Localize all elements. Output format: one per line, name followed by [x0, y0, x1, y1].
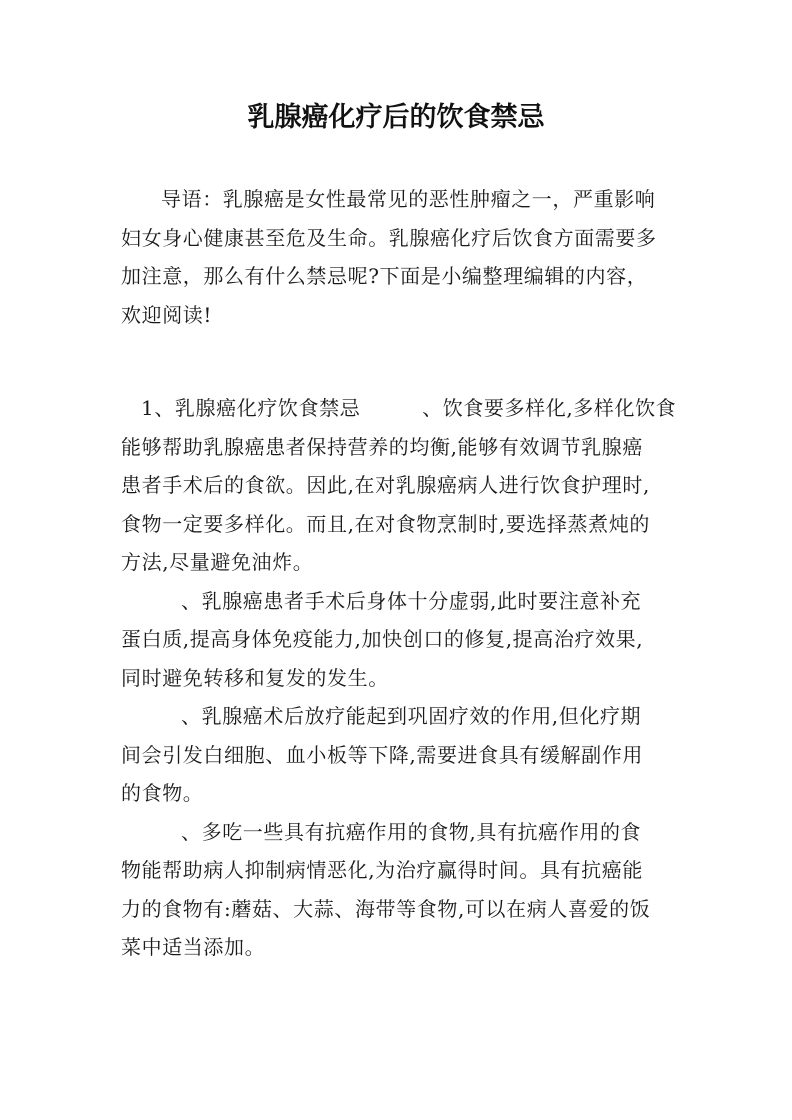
text-line: 、乳腺癌术后放疗能起到巩固疗效的作用,但化疗期	[181, 704, 642, 728]
section-1-paragraph	[121, 389, 677, 967]
text-line: 加注意，那么有什么禁忌呢?下面是小编整理编辑的内容，	[121, 264, 648, 288]
page-title: 乳腺癌化疗后的饮食禁忌	[247, 102, 545, 133]
text-line: 同时避免转移和复发的发生。	[121, 665, 389, 690]
text-line: 1、乳腺癌化疗饮食禁忌 、饮食要多样化,多样化饮食	[141, 396, 677, 420]
text-line: 的食物。	[121, 781, 204, 805]
text-line: 能够帮助乳腺癌患者保持营养的均衡,能够有效调节乳腺癌	[121, 434, 643, 459]
text-line: 妇女身心健康甚至危及生命。乳腺癌化疗后饮食方面需要多	[121, 225, 657, 250]
text-line: 菜中适当添加。	[121, 935, 266, 959]
text-line: 蛋白质,提高身体免疫能力,加快创口的修复,提高治疗效果,	[121, 627, 644, 651]
text-line: 间会引发白细胞、血小板等下降,需要进食具有缓解副作用	[121, 742, 643, 767]
text-line: 食物一定要多样化。而且,在对食物烹制时,要选择蒸煮炖的	[121, 511, 650, 536]
text-line: 、多吃一些具有抗癌作用的食物,具有抗癌作用的食	[181, 819, 642, 844]
text-line: 患者手术后的食欲。因此,在对乳腺癌病人进行饮食护理时,	[121, 473, 650, 497]
text-line: 方法,尽量避免油炸。	[121, 550, 314, 574]
intro-paragraph	[121, 180, 673, 334]
text-line: 导语：乳腺癌是女性最常见的恶性肿瘤之一，严重影响	[161, 187, 656, 211]
text-line: 欢迎阅读!	[121, 302, 213, 327]
text-line: 物能帮助病人抑制病情恶化,为治疗赢得时间。具有抗癌能	[121, 858, 643, 882]
text-line: 力的食物有:蘑菇、大蒜、海带等食物,可以在病人喜爱的饭	[121, 896, 651, 921]
text-line: 、乳腺癌患者手术后身体十分虚弱,此时要注意补充	[181, 588, 642, 613]
